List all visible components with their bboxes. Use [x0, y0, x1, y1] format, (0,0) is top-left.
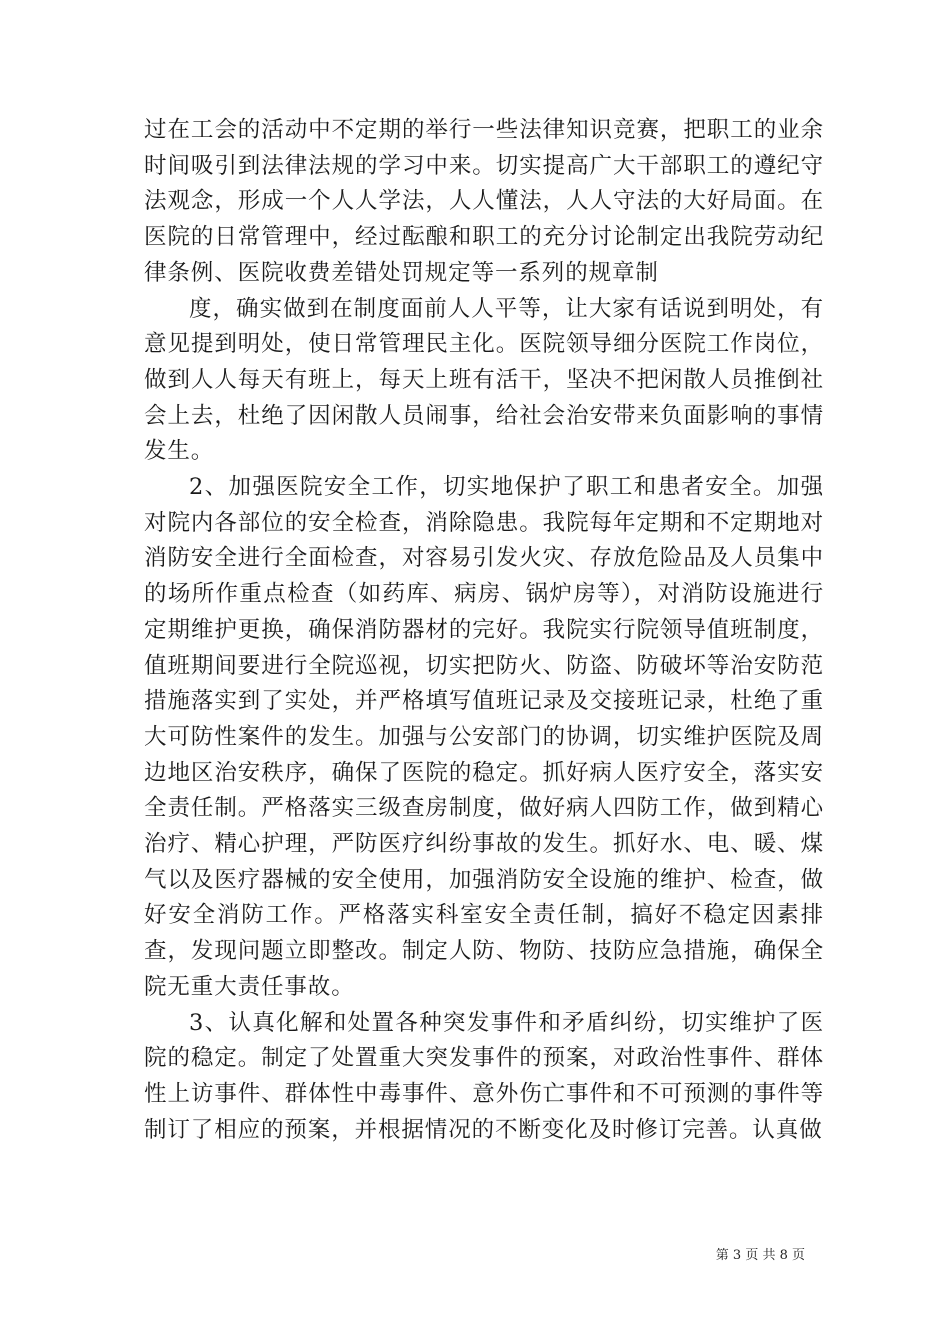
paragraph-4: 3、认真化解和处置各种突发事件和矛盾纠纷，切实维护了医院的稳定。制定了处置重大突发事件的预案，对政治性事件、群体性上访事件、群体性中毒事件、意外伤亡事件和不可预测的事件等制订了相应的预案，并根据情况的不断变化及时修订完善。认真做	[144, 1009, 824, 1143]
paragraph-1: 过在工会的活动中不定期的举行一些法律知识竞赛，把职工的业余时间吸引到法律法规的学习中来。切实提高广大干部职工的遵纪守法观念，形成一个人人学法，人人懂法，人人守法的大好局面。在医院的日常管理中，经过酝酿和职工的充分讨论制定出我院劳动纪律条例、医院收费差错处罚规定等一系列的规章制	[144, 117, 824, 286]
page-number-footer: 第 3 页 共 8 页	[715, 1248, 805, 1263]
paragraph-3: 2、加强医院安全工作，切实地保护了职工和患者安全。加强对院内各部位的安全检查，消除隐患。我院每年定期和不定期地对消防安全进行全面检查，对容易引发火灾、存放危险品及人员集中的场所作重点检查（如药库、病房、锅炉房等），对消防设施进行定期维护更换，确保消防器材的完好。我院实行院领导值班制度，值班期间要进行全院巡视，切实把防火、防盗、防破坏等治安防范措施落实到了实处，并严格填写值班记录及交接班记录，杜绝了重大可防性案件的发生。加强与公安部门的协调，切实维护医院及周边地区治安秩序，确保了医院的稳定。抓好病人医疗安全，落实安全责任制。严格落实三级查房制度，做好病人四防工作，做到精心治疗、精心护理，严防医疗纠纷事故的发生。抓好水、电、暖、煤气以及医疗器械的安全使用，加强消防安全设施的维护、检查，做好安全消防工作。严格落实科室安全责任制，搞好不稳定因素排查，发现问题立即整改。制定人防、物防、技防应急措施，确保全院无重大责任事故。	[144, 474, 824, 1000]
paragraph-2: 度，确实做到在制度面前人人平等，让大家有话说到明处，有意见提到明处，使日常管理民主化。医院领导细分医院工作岗位，做到人人每天有班上，每天上班有活干，坚决不把闲散人员推倒社会上去，杜绝了因闲散人员闹事，给社会治安带来负面影响的事情发生。	[144, 295, 824, 465]
document-body	[144, 113, 824, 1148]
